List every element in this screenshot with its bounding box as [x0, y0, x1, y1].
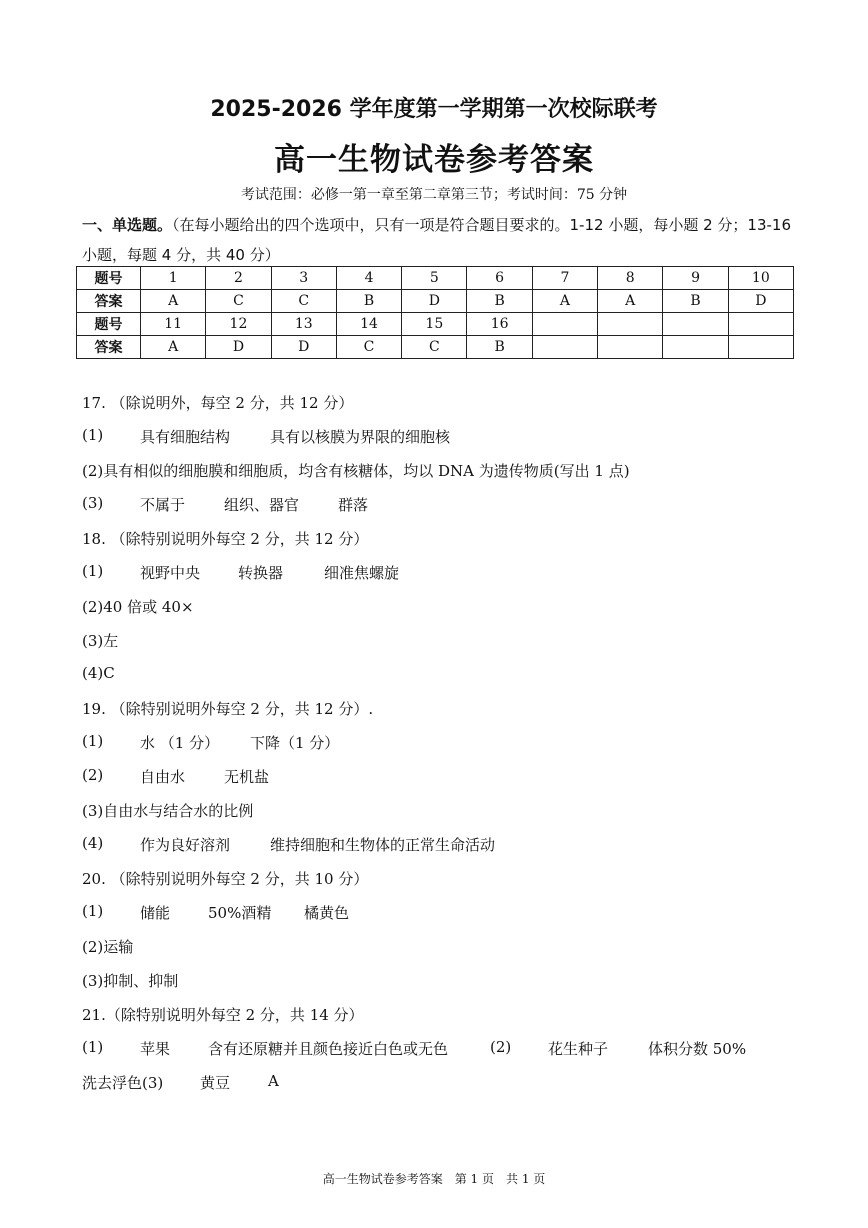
question-number: 1 [141, 267, 206, 290]
answer-text: 细准焦螺旋 [324, 564, 400, 582]
answer-line: (3)抑制、抑制 [82, 972, 179, 990]
answer-text: 无机盐 [224, 768, 270, 786]
question-number [598, 313, 663, 336]
question-number: 8 [598, 267, 663, 290]
answer-cell: C [402, 336, 467, 359]
answer-cell: A [141, 290, 206, 313]
answer-cell: A [141, 336, 206, 359]
answer-text: 体积分数 50% [648, 1040, 747, 1058]
question-number: 13 [271, 313, 336, 336]
answer-text: 维持细胞和生物体的正常生命活动 [270, 836, 496, 854]
answer-cell: D [402, 290, 467, 313]
table-row [77, 267, 794, 290]
row-label: 答案 [77, 336, 141, 359]
question-number: 11 [141, 313, 206, 336]
answer-text: 具有细胞结构 [140, 428, 231, 446]
answer-cell: D [271, 336, 336, 359]
exam-title: 2025-2026 学年度第一学期第一次校际联考 [210, 97, 658, 122]
table-row [77, 336, 794, 359]
item-number: (4) [82, 834, 104, 852]
page-footer: 高一生物试卷参考答案 第 1 页 共 1 页 [322, 1172, 546, 1186]
item-number: (1) [82, 1038, 104, 1056]
answer-text: 黄豆 [200, 1074, 231, 1092]
answer-text: 苹果 [140, 1040, 171, 1058]
answer-text: 自由水 [140, 768, 186, 786]
answer-cell [532, 336, 597, 359]
question-number: 14 [336, 313, 401, 336]
question-number: 12 [206, 313, 271, 336]
answer-line: (3)自由水与结合水的比例 [82, 802, 254, 820]
answer-text: 具有以核膜为界限的细胞核 [270, 428, 451, 446]
question-number: 5 [402, 267, 467, 290]
answer-text: 50%酒精 [208, 904, 272, 922]
answer-line: (2)运输 [82, 938, 134, 956]
item-number: (1) [82, 562, 104, 580]
section-heading-rest: （在每小题给出的四个选项中，只有一项是符合题目要求的。1-12 小题，每小题 2 分；13-16 [172, 216, 791, 234]
answer-cell: A [598, 290, 663, 313]
answer-text: 花生种子 [548, 1040, 609, 1058]
answer-cell: D [206, 336, 271, 359]
question-number: 3 [271, 267, 336, 290]
answer-text: 水 （1 分） [140, 734, 220, 752]
item-number: (2) [82, 766, 104, 784]
answer-line: (2)40 倍或 40× [82, 598, 194, 616]
answer-line: (2)具有相似的细胞膜和细胞质，均含有核糖体，均以 DNA 为遗传物质(写出 1 点) [82, 462, 630, 480]
answer-text: 转换器 [238, 564, 284, 582]
row-label: 题号 [77, 267, 141, 290]
answer-text: 不属于 [140, 496, 186, 514]
answer-cell: B [336, 290, 401, 313]
question-number: 2 [206, 267, 271, 290]
answer-cell: C [336, 336, 401, 359]
question-number: 7 [532, 267, 597, 290]
answer-text: 橘黄色 [304, 904, 350, 922]
answer-text: 组织、器官 [224, 496, 300, 514]
section-heading-line2: 小题，每题 4 分，共 40 分） [82, 246, 280, 264]
answer-cell: B [467, 336, 532, 359]
answer-cell: B [663, 290, 728, 313]
item-number: (1) [82, 426, 104, 444]
answer-text: 洗去浮色(3) [82, 1074, 164, 1092]
item-number: (2) [490, 1038, 512, 1056]
answer-cell: C [271, 290, 336, 313]
question-number: 10 [728, 267, 793, 290]
exam-scope: 考试范围：必修一第一章至第二章第三节；考试时间：75 分钟 [240, 187, 628, 203]
table-row [77, 313, 794, 336]
q20-heading: 20. （除特别说明外每空 2 分，共 10 分） [82, 870, 369, 888]
answer-key-title: 高一生物试卷参考答案 [274, 142, 594, 178]
question-number: 4 [336, 267, 401, 290]
answer-line: (3)左 [82, 632, 119, 650]
row-label: 答案 [77, 290, 141, 313]
question-number: 6 [467, 267, 532, 290]
question-number: 16 [467, 313, 532, 336]
answer-text: 储能 [140, 904, 171, 922]
answer-cell: A [532, 290, 597, 313]
question-number: 9 [663, 267, 728, 290]
question-number: 15 [402, 313, 467, 336]
section-heading [82, 214, 791, 235]
item-number: (3) [82, 494, 104, 512]
answer-text: 视野中央 [140, 564, 201, 582]
answer-cell [728, 336, 793, 359]
answer-cell: B [467, 290, 532, 313]
question-number [532, 313, 597, 336]
question-number [728, 313, 793, 336]
section-heading-bold: 一、单选题。 [82, 216, 173, 234]
answer-table [76, 266, 794, 359]
answer-cell [663, 336, 728, 359]
row-label: 题号 [77, 313, 141, 336]
question-number [663, 313, 728, 336]
q21-heading: 21.（除特别说明外每空 2 分，共 14 分） [82, 1006, 364, 1024]
answer-cell: D [728, 290, 793, 313]
q17-heading: 17. （除说明外，每空 2 分，共 12 分） [82, 394, 354, 412]
item-number: (1) [82, 732, 104, 750]
table-row [77, 290, 794, 313]
answer-text: 含有还原糖并且颜色接近白色或无色 [208, 1040, 449, 1058]
item-number: (1) [82, 902, 104, 920]
answer-cell [598, 336, 663, 359]
answer-text: 下降（1 分） [250, 734, 340, 752]
q19-heading: 19. （除特别说明外每空 2 分，共 12 分）. [82, 700, 374, 718]
answer-text: 群落 [338, 496, 369, 514]
answer-text: A [268, 1072, 279, 1090]
answer-text: 作为良好溶剂 [140, 836, 231, 854]
answer-line: (4)C [82, 664, 115, 682]
answer-cell: C [206, 290, 271, 313]
q18-heading: 18. （除特别说明外每空 2 分，共 12 分） [82, 530, 369, 548]
